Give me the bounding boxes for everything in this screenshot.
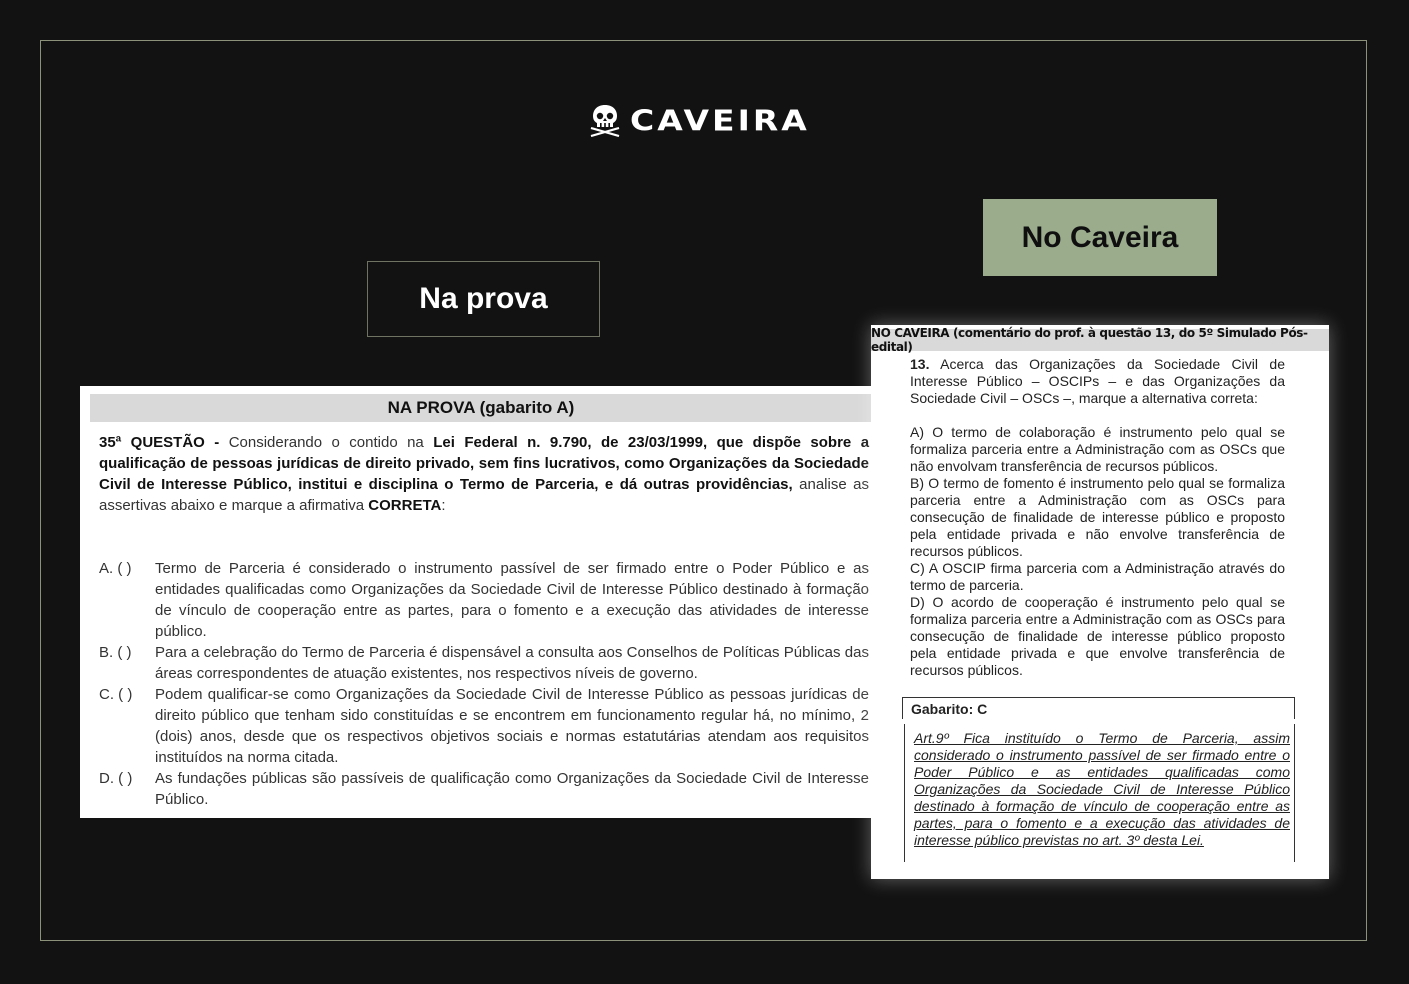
- statement-law-reference: Lei Federal n. 9.790, de 23/03/1999, que dispõe sobre a qualificação de pessoas jurídicas de direito privado, sem fins lucrativos, como Organizações da Sociedade Civil de Interesse Público, institui e disciplina o Termo de Parceria, e dá outras providências,: [99, 434, 870, 493]
- skull-icon: [588, 103, 622, 137]
- caveira-comment-document: [871, 325, 1329, 879]
- caveira-option: A) O termo de colaboração é instrumento pelo qual se formaliza parceria entre a Administração com as OSCs que não envolvam transferência de recursos públicos.: [910, 424, 1285, 474]
- exam-question-document: [80, 386, 872, 818]
- caveira-option: D) O acordo de cooperação é instrumento pelo qual se formaliza parceria entre a Administração com as OSCs para consecução de finalidade de interesse público proposto pela entidade privada e que envolve transferência de recursos públicos.: [910, 594, 1285, 678]
- statement-end: :: [441, 497, 446, 514]
- gabarito-box: [904, 724, 1295, 862]
- caveira-question-number: 13.: [910, 356, 930, 372]
- exam-document-header: NA PROVA (gabarito A): [90, 394, 872, 422]
- option-text: Termo de Parceria é considerado o instrumento passível de ser firmado entre o Poder Público e as entidades qualificadas como Organizações da Sociedade Civil de Interesse Público destinado à formação de vínculo de cooperação entre as partes, para o fomento e a execução das atividades de interesse público.: [155, 560, 869, 640]
- caveira-question-text: Acerca das Organizações da Sociedade Civil de Interesse Público – OSCIPs – e das Organizações da Sociedade Civil – OSCs –, marque a alternativa correta:: [910, 356, 1285, 406]
- exam-option: [99, 558, 869, 642]
- option-text: Para a celebração do Termo de Parceria é dispensável a consulta aos Conselhos de Políticas Públicas das áreas correspondentes de atuação existentes, nos respectivos níveis de governo.: [155, 644, 869, 682]
- exam-option: [99, 684, 869, 768]
- caveira-question: [910, 356, 1285, 679]
- statement-text-2: analise as assertivas abaixo e marque a afirmativa: [99, 476, 869, 514]
- caveira-option: C) A OSCIP firma parceria com a Administração através do termo de parceria.: [910, 560, 1285, 593]
- exam-option: [99, 768, 869, 810]
- exam-options-list: [99, 558, 869, 810]
- option-key: C. ( ): [99, 686, 133, 703]
- caveira-option: B) O termo de fomento é instrumento pelo qual se formaliza parceria entre a Administração com as OSCs para consecução de finalidade de interesse público e proposto pela entidade privada e não envolve transferência de recursos públicos.: [910, 475, 1285, 559]
- option-key: D. ( ): [99, 770, 133, 787]
- brand-logo: [588, 100, 810, 140]
- option-key: A. ( ): [99, 560, 132, 577]
- brand-name: CAVEIRA: [630, 103, 810, 137]
- option-text: As fundações públicas são passíveis de qualificação como Organizações da Sociedade Civil de Interesse Público.: [155, 770, 869, 808]
- exam-question-statement: [99, 432, 869, 516]
- exam-option: [99, 642, 869, 684]
- option-text: Podem qualificar-se como Organizações da Sociedade Civil de Interesse Público as pessoas jurídicas de direito público que tenham sido constituídas e se encontrem em funcionamento regular há, no mínimo, 2 (dois) anos, desde que os respectivos objetivos sociais e normas estatutárias atendam aos requisitos instituídos na norma citada.: [155, 686, 869, 766]
- gabarito-law-text: Art.9º Fica instituído o Termo de Parceria, assim considerado o instrumento passível de ser firmado entre o Poder Público e as entidades qualificadas como Organizações da Sociedade Civil de Interesse Público destinado à formação de vínculo de cooperação entre as partes, para o fomento e a execução das atividades de interesse público previstas no art. 3º desta Lei.: [914, 730, 1290, 848]
- label-na-prova: Na prova: [367, 261, 600, 337]
- option-key: B. ( ): [99, 644, 132, 661]
- caveira-document-header: NO CAVEIRA (comentário do prof. à questão 13, do 5º Simulado Pós-edital): [871, 329, 1329, 351]
- gabarito-label: Gabarito: C: [902, 697, 1295, 719]
- caveira-question-statement: [910, 356, 1285, 407]
- question-number: 35ª QUESTÃO -: [99, 434, 220, 451]
- statement-text-1: Considerando o contido na: [228, 434, 424, 451]
- label-no-caveira: No Caveira: [983, 199, 1217, 276]
- statement-correta: CORRETA: [368, 497, 442, 514]
